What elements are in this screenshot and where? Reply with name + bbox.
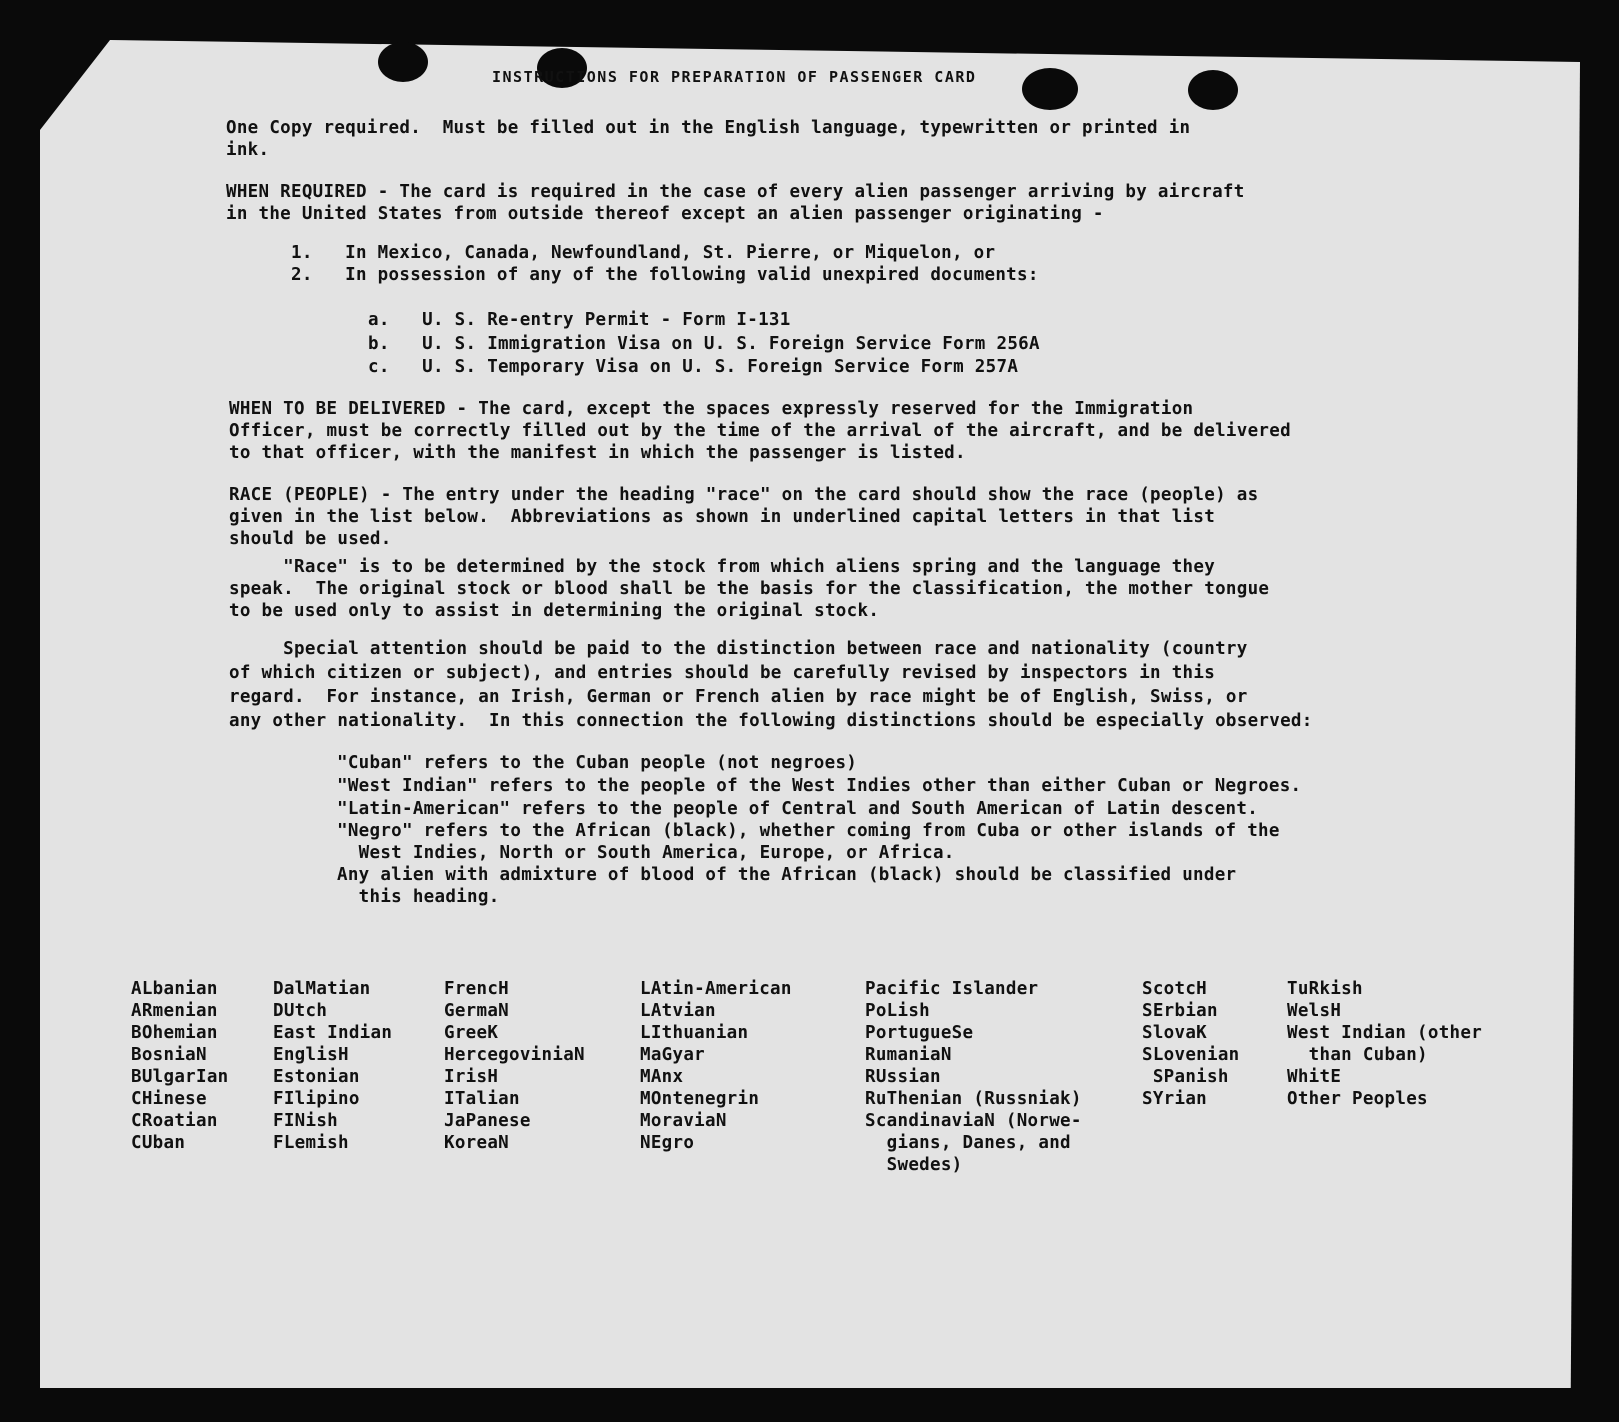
race-entry: SLovenian [1142,1045,1240,1065]
race-list-column [1287,978,1482,1110]
origin-item: 2. In possession of any of the following valid unexpired documents: [291,265,1039,285]
race-entry: WhitE [1287,1067,1342,1087]
race-entry: ScotcH [1142,979,1208,999]
race-entry: GreeK [444,1023,499,1043]
race-entry: FLemish [273,1133,349,1153]
race-entry: BOhemian [131,1023,218,1043]
race-entry: West Indian (other [1287,1023,1483,1043]
race-line: should be used. [229,529,392,549]
document-item: a. U. S. Re-entry Permit - Form I-131 [368,310,791,330]
race-entry: FIlipino [273,1089,360,1109]
race-entry: Estonian [273,1067,360,1087]
intro-line: ink. [226,140,270,160]
race-entry: FINish [273,1111,339,1131]
race-list-column [865,978,1082,1176]
intro-line: One Copy required. Must be filled out in the English language, typewritten or printed in [226,118,1191,138]
race-entry: SPanish [1142,1067,1229,1087]
punch-hole [378,42,428,82]
distinction-line: "Negro" refers to the African (black), whether coming from Cuba or other islands of the [337,821,1280,841]
race-entry: LAtvian [640,1001,716,1021]
race-entry: Other Peoples [1287,1089,1428,1109]
race-entry: East Indian [273,1023,393,1043]
race-entry: gians, Danes, and [865,1133,1071,1153]
race-entry: Swedes) [865,1155,963,1175]
race-entry: KoreaN [444,1133,510,1153]
race-list-column [444,978,585,1154]
race-definition-line: speak. The original stock or blood shall be the basis for the classification, the mother tongue [229,579,1270,599]
race-entry: BosniaN [131,1045,207,1065]
race-entry: SYrian [1142,1089,1208,1109]
race-entry: EnglisH [273,1045,349,1065]
race-entry: IrisH [444,1067,499,1087]
race-entry: CHinese [131,1089,207,1109]
race-entry: MaGyar [640,1045,706,1065]
race-entry: Pacific Islander [865,979,1039,999]
distinction-line: "West Indian" refers to the people of the West Indies other than either Cuban or Negroes. [337,776,1302,796]
race-definition-line: "Race" is to be determined by the stock from which aliens spring and the language they [229,557,1216,577]
race-entry: GermaN [444,1001,510,1021]
race-list-column [131,978,229,1154]
race-entry: ARmenian [131,1001,218,1021]
race-entry: TuRkish [1287,979,1363,999]
race-entry: ALbanian [131,979,218,999]
race-definition-line: to be used only to assist in determining the original stock. [229,601,880,621]
race-entry: HercegoviniaN [444,1045,585,1065]
document-item: c. U. S. Temporary Visa on U. S. Foreign Service Form 257A [368,357,1019,377]
distinction-line: "Cuban" refers to the Cuban people (not negroes) [337,753,858,773]
race-entry: ITalian [444,1089,520,1109]
race-entry: LAtin-American [640,979,792,999]
race-entry: FrencH [444,979,510,999]
race-entry: MAnx [640,1067,684,1087]
race-line: given in the list below. Abbreviations as shown in underlined capital letters in that list [229,507,1216,527]
race-entry: ScandinaviaN (Norwe- [865,1111,1082,1131]
race-entry: SlovaK [1142,1023,1208,1043]
race-entry: CUban [131,1133,186,1153]
when-delivered-line: Officer, must be correctly filled out by the time of the arrival of the aircraft, and be delivered [229,421,1291,441]
race-line: RACE (PEOPLE) - The entry under the heading "race" on the card should show the race (people) as [229,485,1259,505]
punch-hole [1188,70,1238,110]
race-entry: PortugueSe [865,1023,974,1043]
distinction-line: Any alien with admixture of blood of the African (black) should be classified under [337,865,1237,885]
race-entry: than Cuban) [1287,1045,1428,1065]
origin-item: 1. In Mexico, Canada, Newfoundland, St. Pierre, or Miquelon, or [291,243,996,263]
when-required-line: WHEN REQUIRED - The card is required in the case of every alien passenger arriving by aircraft [226,182,1245,202]
punch-hole [1022,68,1078,110]
document-item: b. U. S. Immigration Visa on U. S. Foreign Service Form 256A [368,334,1040,354]
document-title: INSTRUCTIONS FOR PREPARATION OF PASSENGER CARD [492,68,977,86]
race-entry: DUtch [273,1001,328,1021]
race-list-column [273,978,392,1154]
special-attention-line: any other nationality. In this connection the following distinctions should be especially observed: [229,711,1313,731]
race-entry: BUlgarIan [131,1067,229,1087]
race-entry: RumaniaN [865,1045,952,1065]
race-entry: DalMatian [273,979,371,999]
distinction-line: this heading. [337,887,500,907]
race-list-column [640,978,792,1154]
race-entry: RuThenian (Russniak) [865,1089,1082,1109]
when-delivered-line: to that officer, with the manifest in which the passenger is listed. [229,443,966,463]
race-entry: NEgro [640,1133,695,1153]
special-attention-line: regard. For instance, an Irish, German or French alien by race might be of English, Swiss, or [229,687,1248,707]
special-attention-line: of which citizen or subject), and entries should be carefully revised by inspectors in this [229,663,1216,683]
race-entry: WelsH [1287,1001,1342,1021]
race-entry: MoraviaN [640,1111,727,1131]
race-entry: SErbian [1142,1001,1218,1021]
distinction-line: "Latin-American" refers to the people of Central and South American of Latin descent. [337,799,1259,819]
race-entry: CRoatian [131,1111,218,1131]
when-required-line: in the United States from outside thereof except an alien passenger originating - [226,204,1104,224]
race-entry: RUssian [865,1067,941,1087]
race-entry: MOntenegrin [640,1089,760,1109]
race-list-column [1142,978,1240,1110]
special-attention-line: Special attention should be paid to the distinction between race and nationality (country [229,639,1248,659]
race-entry: LIthuanian [640,1023,749,1043]
distinction-line: West Indies, North or South America, Europe, or Africa. [337,843,955,863]
when-delivered-line: WHEN TO BE DELIVERED - The card, except the spaces expressly reserved for the Immigration [229,399,1194,419]
race-entry: JaPanese [444,1111,531,1131]
race-entry: PoLish [865,1001,931,1021]
